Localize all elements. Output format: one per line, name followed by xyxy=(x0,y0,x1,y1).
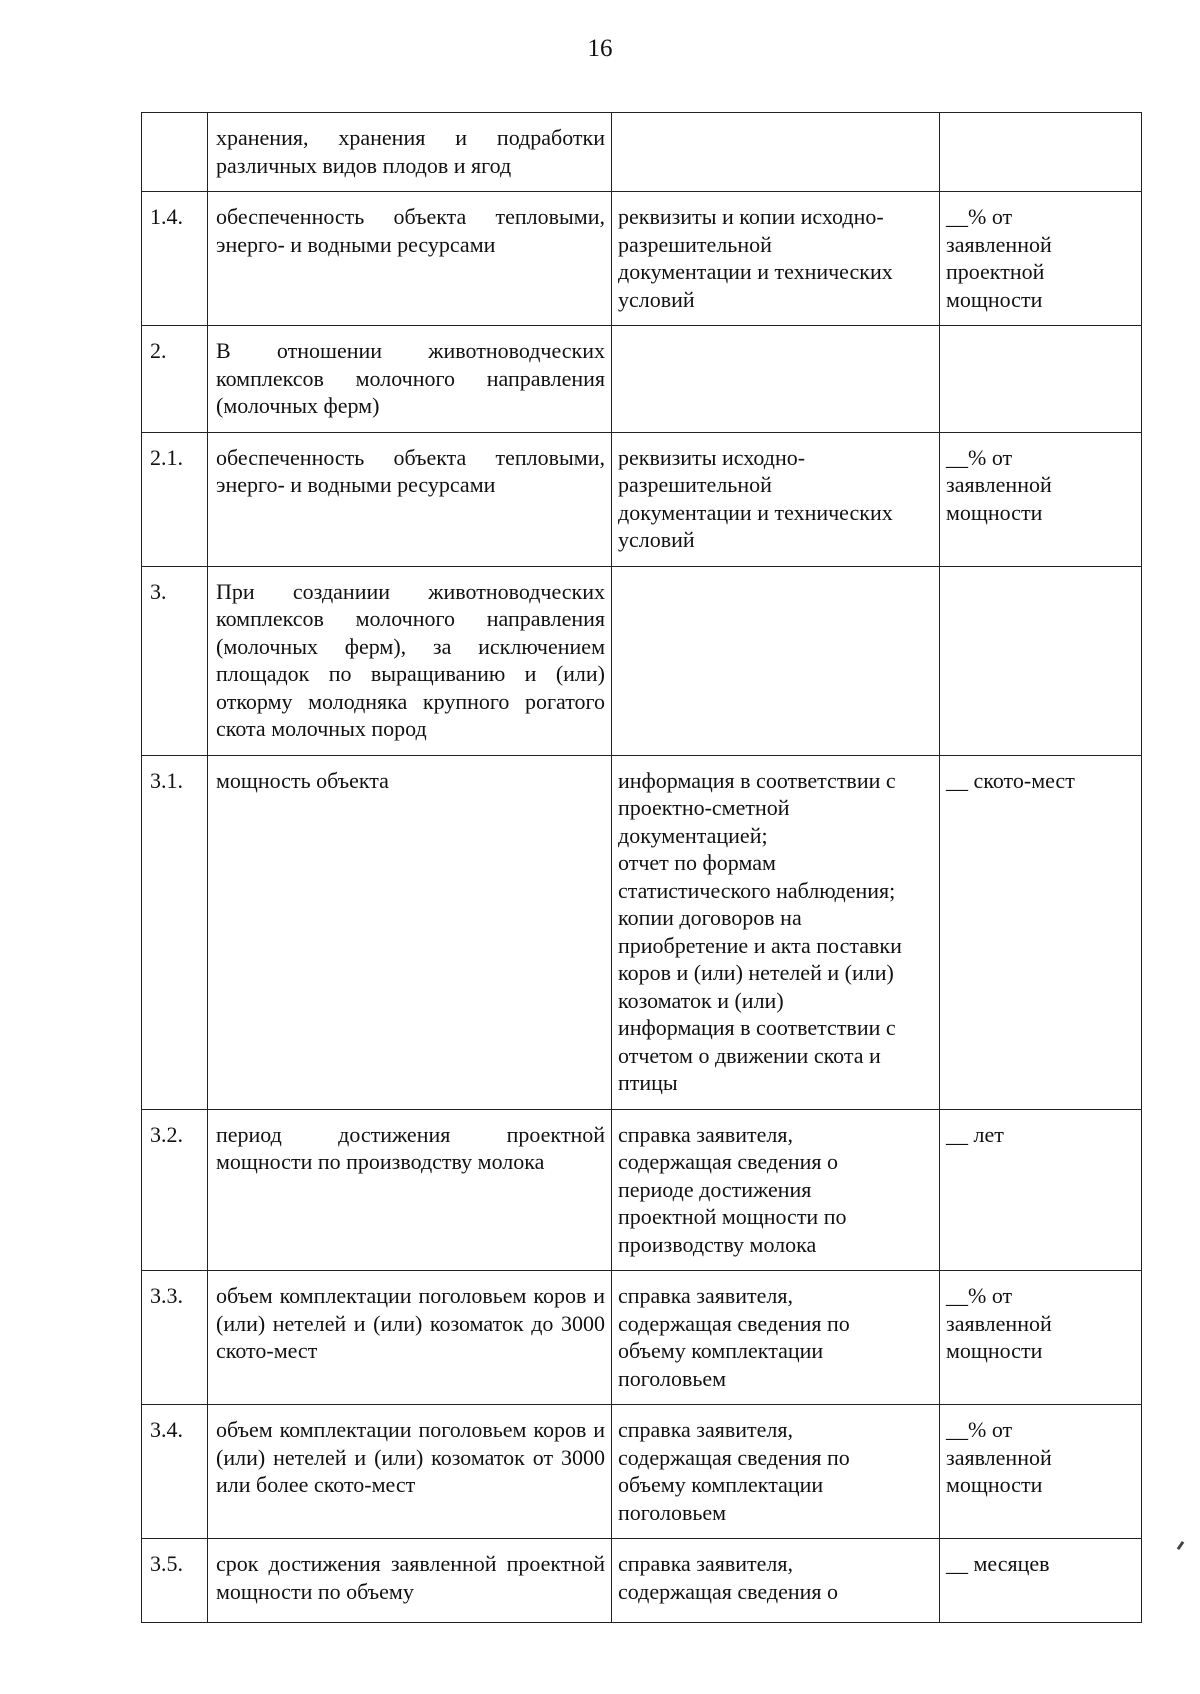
table-row xyxy=(142,432,1142,566)
criteria-table xyxy=(141,112,1142,1623)
row-number: 3.2. xyxy=(142,1109,208,1271)
criterion-text: При созданиии животноводческих комплексов молочного направления (молочных ферм), за исключением площадок по выращиванию и (или) откорму молодняка крупного рогатого скота молочных пород xyxy=(208,566,612,755)
row-number xyxy=(142,113,208,192)
supporting-document: справка заявителя, содержащая сведения по объему комплектации поголовьем xyxy=(612,1271,940,1405)
criterion-text: период достижения проектной мощности по производству молока xyxy=(208,1109,612,1271)
table-row xyxy=(142,566,1142,755)
row-number: 3.5. xyxy=(142,1539,208,1623)
supporting-document xyxy=(612,113,940,192)
criterion-text: обеспеченность объекта тепловыми, энерго- и водными ресурсами xyxy=(208,432,612,566)
criterion-text: мощность объекта xyxy=(208,755,612,1109)
row-number: 1.4. xyxy=(142,192,208,326)
criterion-value: __ лет xyxy=(940,1109,1142,1271)
criterion-value: __% от заявленной мощности xyxy=(940,1271,1142,1405)
row-number: 3.1. xyxy=(142,755,208,1109)
table-row xyxy=(142,113,1142,192)
table-row xyxy=(142,1405,1142,1539)
criterion-value: __% от заявленной мощности xyxy=(940,432,1142,566)
criterion-value xyxy=(940,326,1142,433)
table-row xyxy=(142,326,1142,433)
criterion-value: __ ското-мест xyxy=(940,755,1142,1109)
table-row xyxy=(142,192,1142,326)
supporting-document: реквизиты исходно- разрешительной документации и технических условий xyxy=(612,432,940,566)
supporting-document: справка заявителя, содержащая сведения о xyxy=(612,1539,940,1623)
supporting-document: справка заявителя, содержащая сведения о периоде достижения проектной мощности по производству молока xyxy=(612,1109,940,1271)
criterion-text: хранения, хранения и подработки различных видов плодов и ягод xyxy=(208,113,612,192)
table-row xyxy=(142,1539,1142,1623)
scan-artifact xyxy=(1177,1541,1185,1550)
criterion-text: обеспеченность объекта тепловыми, энерго- и водными ресурсами xyxy=(208,192,612,326)
criterion-value xyxy=(940,566,1142,755)
page-number: 16 xyxy=(587,35,613,62)
criterion-text: В отношении животноводческих комплексов молочного направления (молочных ферм) xyxy=(208,326,612,433)
criterion-value xyxy=(940,113,1142,192)
criterion-value: __ месяцев xyxy=(940,1539,1142,1623)
row-number: 2.1. xyxy=(142,432,208,566)
table-row xyxy=(142,755,1142,1109)
row-number: 2. xyxy=(142,326,208,433)
supporting-document: реквизиты и копии исходно- разрешительной документации и технических условий xyxy=(612,192,940,326)
supporting-document: справка заявителя, содержащая сведения по объему комплектации поголовьем xyxy=(612,1405,940,1539)
table-row xyxy=(142,1109,1142,1271)
table-row xyxy=(142,1271,1142,1405)
row-number: 3. xyxy=(142,566,208,755)
row-number: 3.3. xyxy=(142,1271,208,1405)
criterion-text: объем комплектации поголовьем коров и (или) нетелей и (или) козоматок до 3000 ското-мест xyxy=(208,1271,612,1405)
criterion-value: __% от заявленной проектной мощности xyxy=(940,192,1142,326)
row-number: 3.4. xyxy=(142,1405,208,1539)
supporting-document xyxy=(612,326,940,433)
criterion-text: объем комплектации поголовьем коров и (или) нетелей и (или) козоматок от 3000 или более ското-мест xyxy=(208,1405,612,1539)
supporting-document xyxy=(612,566,940,755)
criterion-value: __% от заявленной мощности xyxy=(940,1405,1142,1539)
supporting-document: информация в соответствии с проектно-сметной документацией; отчет по формам статистического наблюдения; копии договоров на приобретение и акта поставки коров и (или) нетелей и (или) козоматок и (или) информация в соответствии с отчетом о движении скота и птицы xyxy=(612,755,940,1109)
criterion-text: срок достижения заявленной проектной мощности по объему xyxy=(208,1539,612,1623)
